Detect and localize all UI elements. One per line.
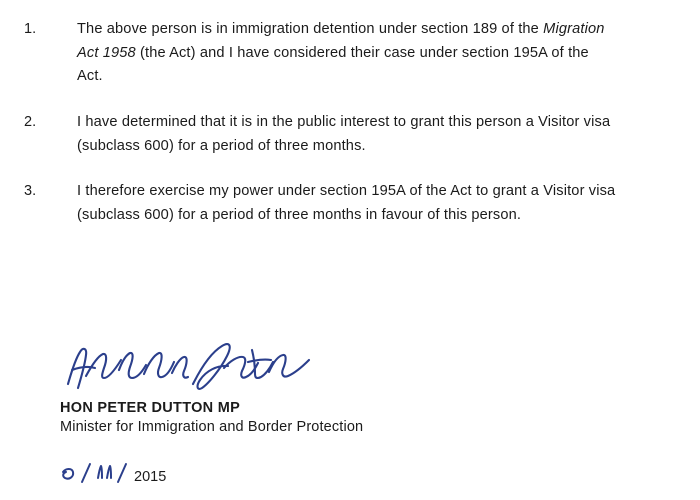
signatory-title: Minister for Immigration and Border Protection xyxy=(60,419,364,435)
handwritten-signature xyxy=(62,340,312,398)
clause-3-text: I therefore exercise my power under section 195A of the Act to grant a Visitor visa (subclass 600) for a period of three months in favour of this person. xyxy=(77,183,616,223)
date-line xyxy=(60,458,166,488)
clause-1-text xyxy=(77,18,617,89)
clause-1-segment-2: Migration Act 1958 xyxy=(77,21,605,61)
clause-2-number: 2. xyxy=(24,113,37,130)
clause-1-segment-3: (the Act) and I have considered their case under section 195A of the Act. xyxy=(77,44,589,85)
clause-2 xyxy=(22,111,660,158)
clause-3 xyxy=(22,180,660,227)
signature-block xyxy=(60,340,580,435)
date-year: 2015 xyxy=(134,469,167,485)
clause-1-number: 1. xyxy=(24,21,37,37)
handwritten-date xyxy=(60,460,136,488)
clause-3-number: 3. xyxy=(24,183,37,200)
clause-2-text: I have determined that it is in the public interest to grant this person a Visitor visa (subclass 600) for a period of three months. xyxy=(77,113,611,154)
clause-1-segment-1: The above person is in immigration detention under section 189 of the xyxy=(77,21,544,37)
clause-1 xyxy=(22,18,660,89)
signatory-name: HON PETER DUTTON MP xyxy=(60,400,241,416)
